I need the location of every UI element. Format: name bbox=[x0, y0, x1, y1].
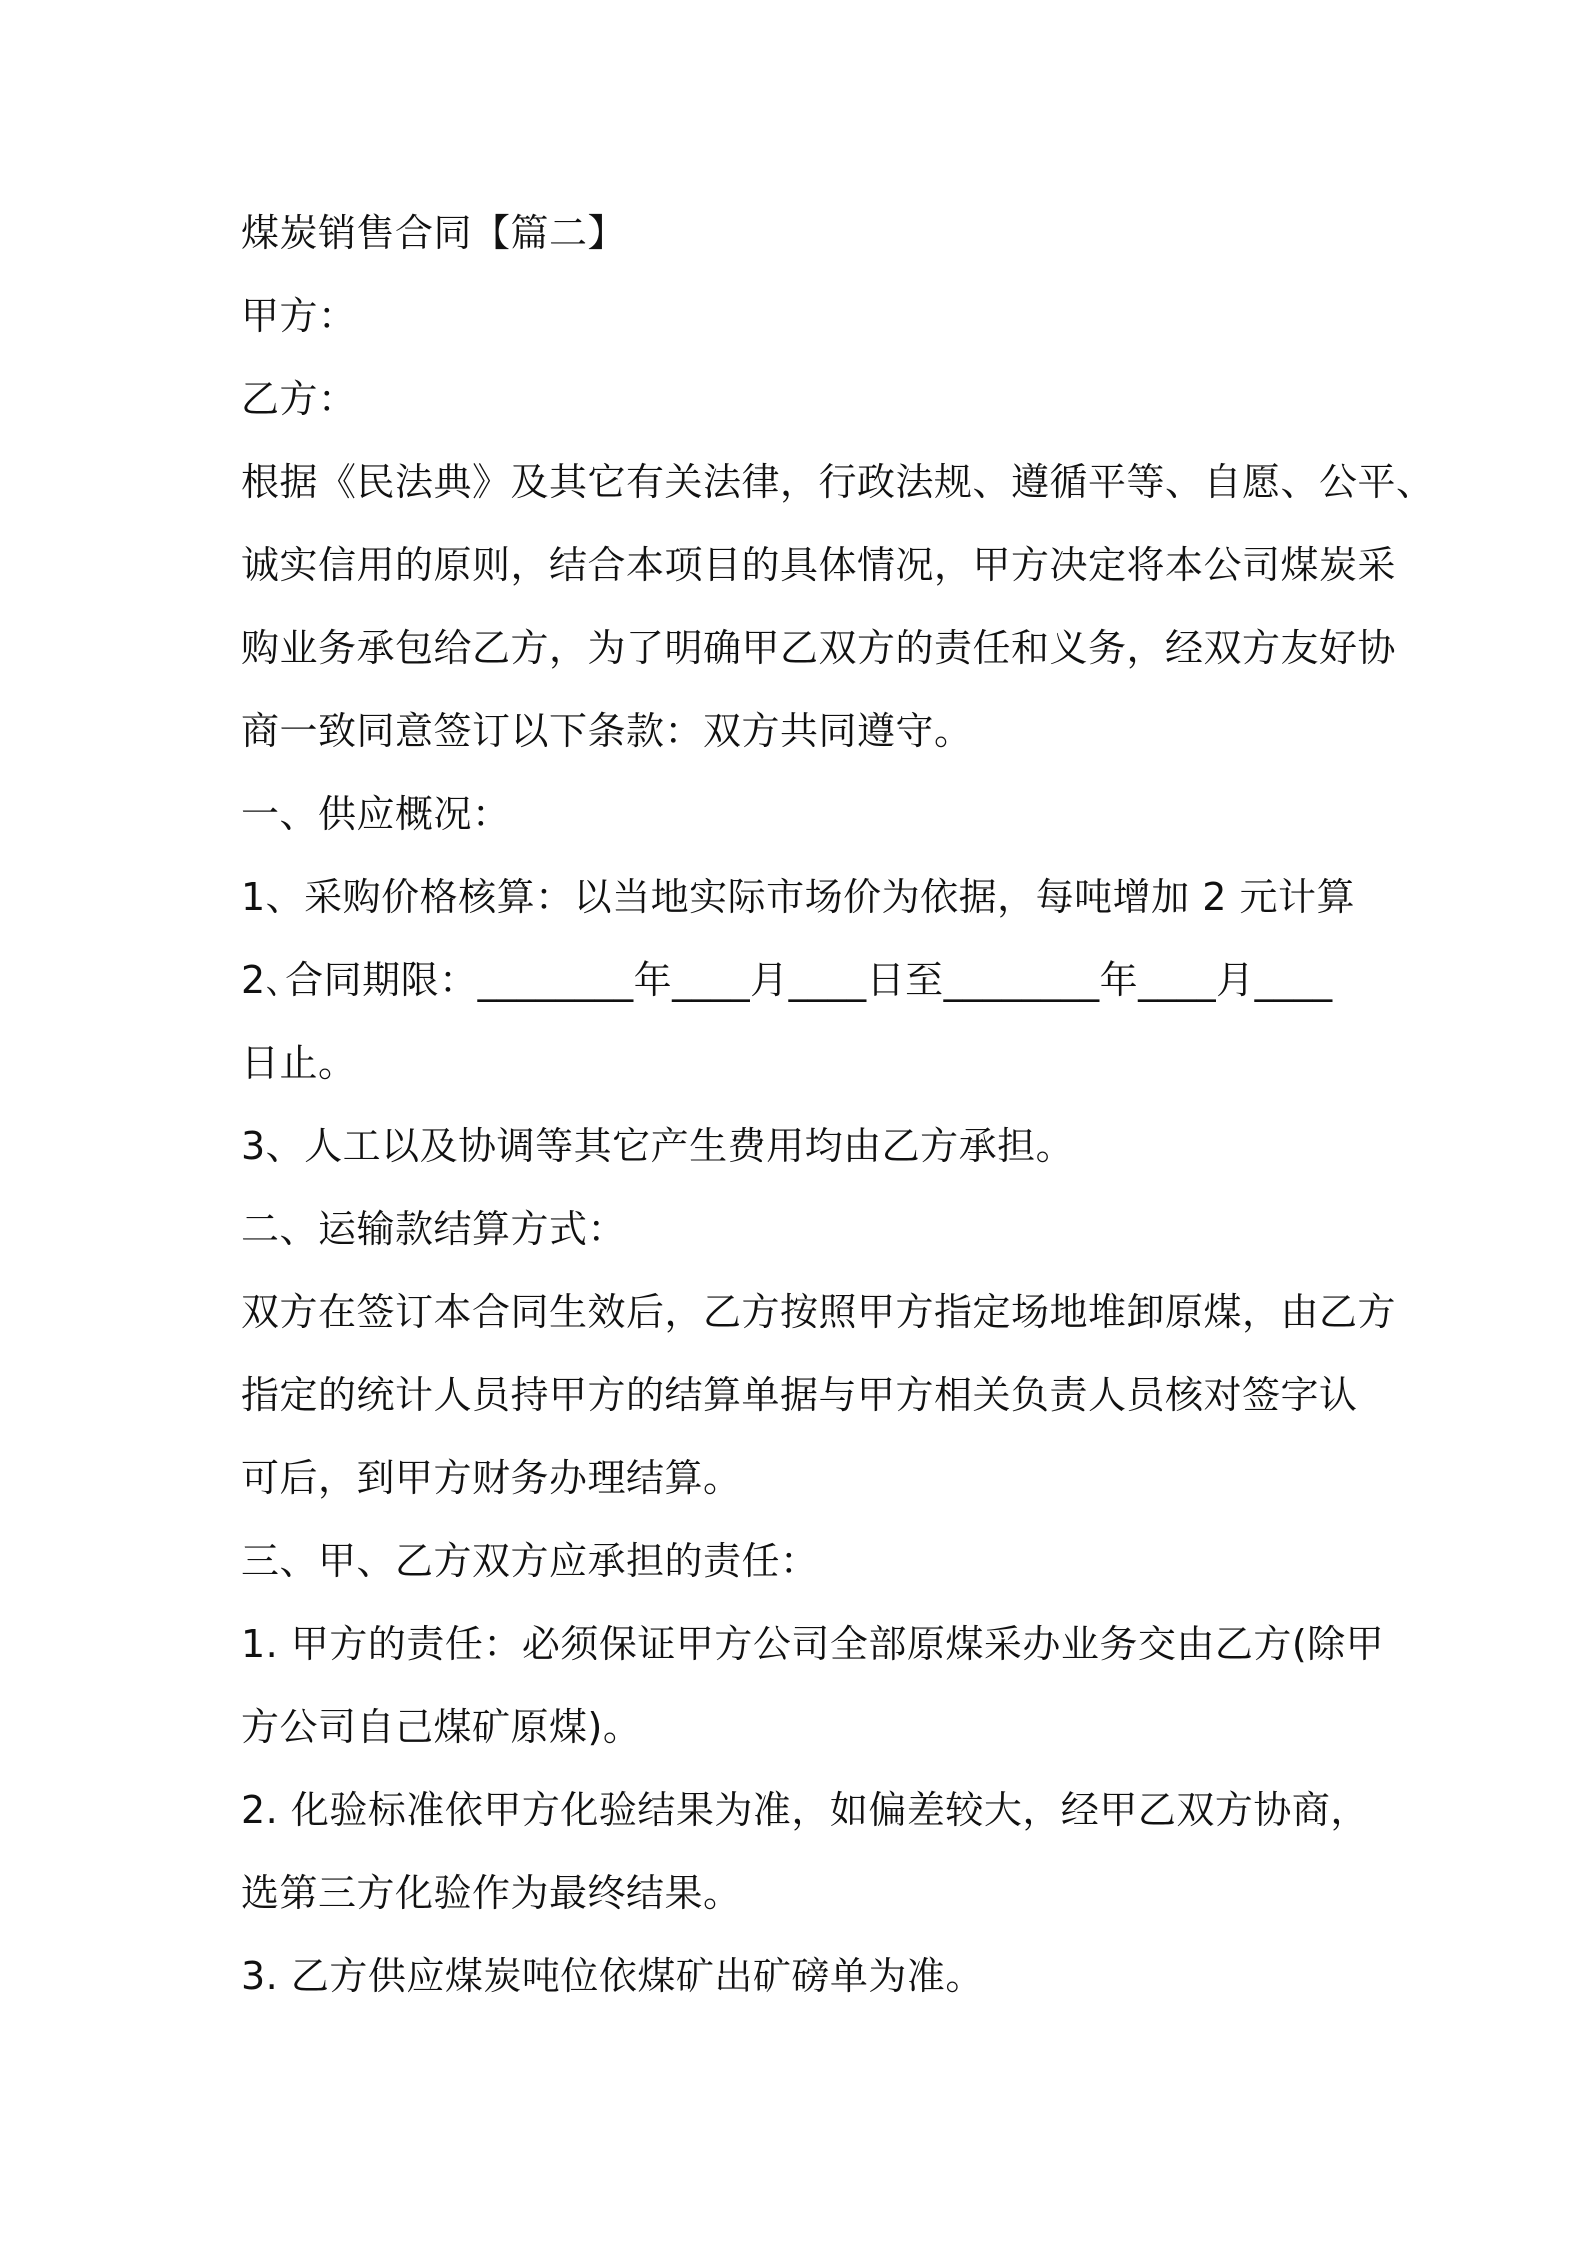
section-heading-supply: 一、供应概况： bbox=[241, 792, 511, 836]
clause-line: 1、采购价格核算：以当地实际市场价为依据，每吨增加 2 元计算 bbox=[241, 875, 1356, 919]
clause-line: 可后，到甲方财务办理结算。 bbox=[241, 1456, 742, 1500]
document-title: 煤炭销售合同【篇二】 bbox=[241, 211, 627, 255]
clause-line: 2､合同期限：________年____月____日至________年____月____ bbox=[241, 958, 1333, 1002]
clause-line: 日止。 bbox=[241, 1041, 357, 1085]
clause-line: 3. 乙方供应煤炭吨位依煤矿出矿磅单为准。 bbox=[241, 1954, 984, 1998]
section-heading-responsibilities: 三、甲、乙方双方应承担的责任： bbox=[241, 1539, 819, 1583]
clause-line: 指定的统计人员持甲方的结算单据与甲方相关负责人员核对签字认 bbox=[241, 1373, 1358, 1417]
clause-line: 1. 甲方的责任：必须保证甲方公司全部原煤采办业务交由乙方(除甲 bbox=[241, 1622, 1385, 1666]
document-body bbox=[241, 192, 1435, 2018]
preamble-line: 根据《民法典》及其它有关法律，行政法规、遵循平等、自愿、公平、 bbox=[241, 460, 1435, 504]
party-b-line: 乙方： bbox=[241, 377, 357, 421]
clause-line: 方公司自己煤矿原煤)。 bbox=[241, 1705, 642, 1749]
section-heading-settlement: 二、运输款结算方式： bbox=[241, 1207, 627, 1251]
preamble-line: 商一致同意签订以下条款：双方共同遵守。 bbox=[241, 709, 973, 753]
clause-line: 3、人工以及协调等其它产生费用均由乙方承担。 bbox=[241, 1124, 1075, 1168]
clause-line: 选第三方化验作为最终结果。 bbox=[241, 1871, 742, 1915]
preamble-line: 购业务承包给乙方，为了明确甲乙双方的责任和义务，经双方友好协 bbox=[241, 626, 1397, 670]
clause-line: 双方在签订本合同生效后，乙方按照甲方指定场地堆卸原煤，由乙方 bbox=[241, 1290, 1397, 1334]
party-a-line: 甲方： bbox=[241, 294, 357, 338]
preamble-line: 诚实信用的原则，结合本项目的具体情况，甲方决定将本公司煤炭采 bbox=[241, 543, 1397, 587]
clause-line: 2. 化验标准依甲方化验结果为准，如偏差较大，经甲乙双方协商， bbox=[241, 1788, 1369, 1832]
